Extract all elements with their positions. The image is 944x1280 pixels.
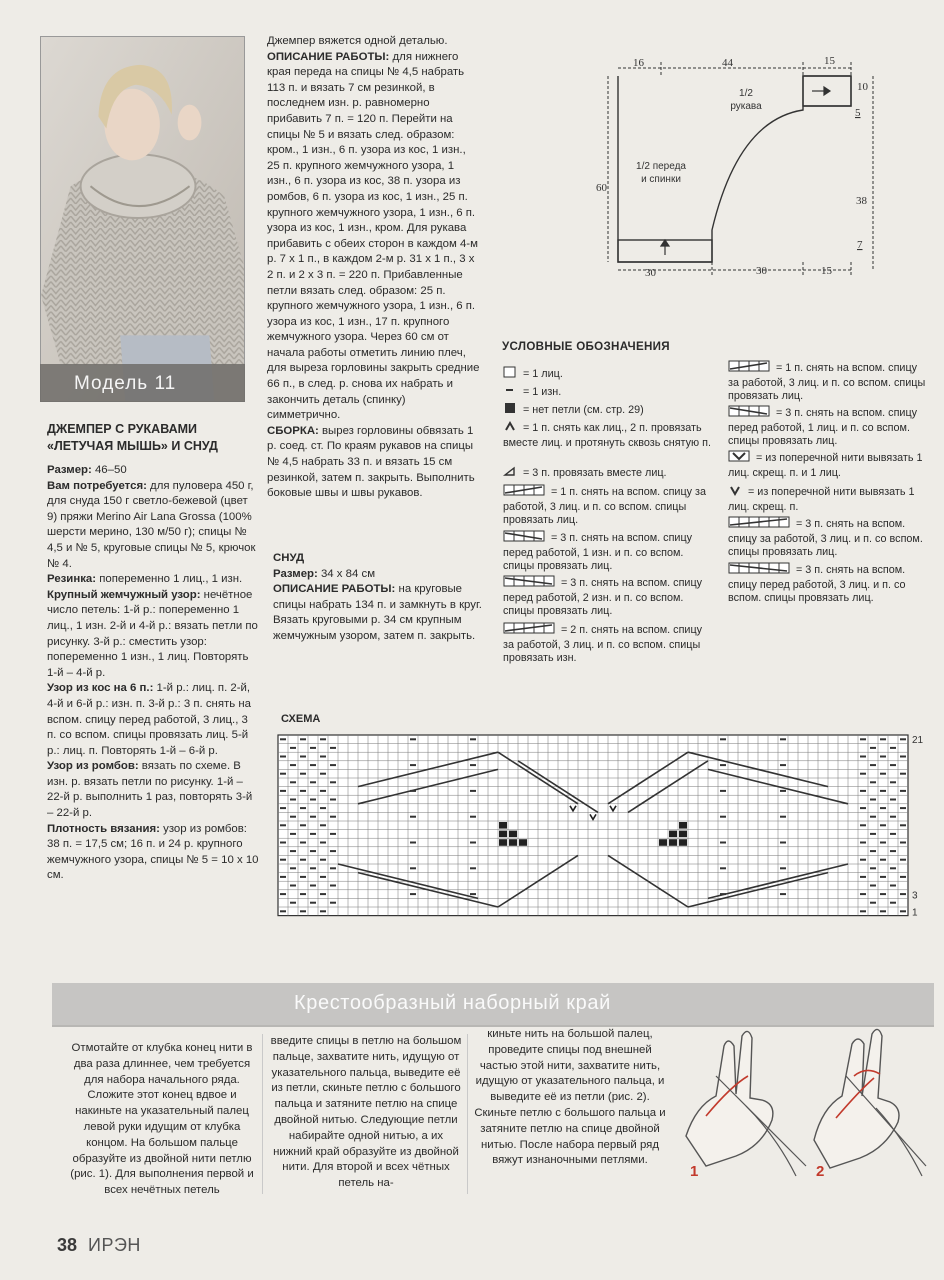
legend-item-left [503,575,711,619]
legend-text: = 2 п. снять на вспом. спицу за работой, 3 лиц. и п. со вспом. спицы провязать изн. [503,624,703,665]
legend-item-left [503,420,711,450]
chart-label: СХЕМА [281,713,321,725]
col2b-paragraph [273,582,483,644]
paragraph-label: Размер: [273,567,318,580]
dim-10: 10 [857,81,868,93]
materials-column [47,463,259,884]
paragraph-text: 34 х 84 см [317,567,376,580]
model-label: Модель 11 [40,364,245,402]
legend-text: = 1 лиц. [523,368,563,381]
cast-on-text-3: киньте нить на большой палец, проведите спицы под внешней частью этой нити, захватите нить, идущую от указательного пальца, и выведите её из петли (рис. 2). Скиньте петлю с большого пальца и затяните петлю на спице двойной нитью. После набора первый ряд вяжут изнаночными петлями. [474,1028,666,1167]
label-sleeve-1: 1/2 [739,88,753,99]
dim-5: 5 [855,107,861,119]
fig-label-1: 1 [690,1163,699,1180]
legend-item-left [503,384,703,401]
col2b-paragraph [273,567,483,583]
paragraph-text: для пуловера 450 г, для снуда 150 г светло-бежевой (цвет 9) пряжи Merino Air Lana Grossa (100% шерсти мерино, 130 м/50 г); спицы № 4,5 и № 5, круговые спицы № 5, крючок № 4. [47,479,256,570]
column-divider [467,1034,468,1194]
knitting-chart [278,725,924,919]
legend-text: = 3 п. снять на вспом. спицу перед работой, 2 изн. и п. со вспом. спицы провязать лиц. [503,577,703,618]
legend-text: = 3 п. провязать вместе лиц. [523,467,667,480]
col2-paragraph [267,34,480,50]
fig-label-2: 2 [816,1163,825,1180]
model-photo [40,36,245,402]
dim-30-right: 30 [756,265,767,277]
col1-paragraph [47,463,259,479]
paragraph-label: ОПИСАНИЕ РАБОТЫ: [267,50,390,63]
col1-paragraph [47,479,259,573]
col1-paragraph [47,681,259,759]
legend-item-left [503,366,703,383]
paragraph-text: попеременно 1 лиц., 1 изн. [96,573,243,586]
chart-row-number: 3 [912,890,918,902]
legend-item-left [503,402,703,419]
col2b-paragraph: СНУД [273,552,305,564]
chart-row-number: 21 [912,735,924,746]
legend-text: = 1 п. снять на вспом. спицу за работой, 3 лиц. и п. со вспом. спицы провязать лиц. [728,362,926,403]
legend-item-right [728,516,926,560]
col1-paragraph [47,572,259,588]
col2-paragraph [267,424,480,502]
cast-on-text-2: введите спицы в петлю на большом пальце, захватите нить, идущую от указательного пальца, выведите её из петли, скиньте петлю с большого пальца и затяните петлю на спице двойной нитью. Следующие петли набирайте одной нитью, а их нижний край образуйте из двойной нити. Для второй и всех чётных петель на- [270,1035,462,1190]
paragraph-label: Узор из кос на 6 п.: [47,682,154,695]
paragraph-label: Узор из ромбов: [47,760,139,773]
dim-38: 38 [856,195,867,207]
legend-symbol-icon [503,575,555,592]
legend-item-right [728,484,926,514]
legend-item-left [503,622,711,666]
paragraph-text: на круговые спицы набрать 134 п. и замкнуть в круг. Вязать круговыми р. 34 см крупным жемчужным узором, затем п. закрыть. [273,583,482,642]
paragraph-text: Джемпер вяжется одной деталью. [267,35,448,47]
paragraph-text: 1-й р.: лиц. п. 2-й, 4-й и 6-й р.: изн. п. 3-й р.: 3 п. снять на вспом. спицу перед работой, 3 лиц., 3 п. со вспом. спицы провязать лиц. 5-й р.: лиц. п. Повторять 1-й – 6-й р. [47,682,251,757]
paragraph-text: вырез горловины обвязать 1 р. соед. ст. По краям рукавов на спицы № 4,5 набрать 33 п. и вязать 15 см резинкой, затем п. закрыть. Выполнить боковые швы и швы рукавов. [267,424,475,500]
article-title: ДЖЕМПЕР С РУКАВАМИ «ЛЕТУЧАЯ МЫШЬ» И СНУД [47,422,218,453]
legend-symbol-icon [503,420,517,437]
legend-text: = нет петли (см. стр. 29) [523,404,644,417]
paragraph-text: нечётное число петель: 1-й р.: попеременно 1 лиц., 1 изн. 2-й и 4-й р.: вязать петли по рисунку. 3-й р.: сместить узор: попеременно 1 изн., 1 лиц. Повторять 1-й – 4-й р. [47,588,258,679]
legend-symbol-icon [728,562,790,579]
dim-60: 60 [596,182,607,194]
paragraph-label: ОПИСАНИЕ РАБОТЫ: [273,583,396,596]
legend-item-left [503,484,711,528]
col1-paragraph [47,588,259,682]
legend-text: = 3 п. снять на вспом. спицу за работой, 3 лиц. и п. со вспом. спицы провязать лиц. [728,518,923,559]
legend-item-left [503,530,711,574]
legend-symbol-icon [503,366,517,383]
legend-item-right [728,405,926,449]
legend-symbol-icon [728,405,770,422]
paragraph-text: 46–50 [91,464,127,476]
legend-text: = 1 п. снять как лиц., 2 п. провязать вместе лиц. и протянуть сквозь снятую п. [503,422,711,449]
legend-item-right [728,562,926,606]
paragraph-label: Плотность вязания: [47,822,160,835]
legend-symbol-icon [503,622,555,639]
paragraph-text: узор из ромбов: 38 п. = 17,5 см; 16 п. и 24 р. крупного жемчужного узора, спицы № 5 = 10 х 10 см. [47,822,259,882]
instructions-column [267,34,480,502]
legend-symbol-icon [728,450,750,467]
paragraph-label: Вам потребуется: [47,479,147,492]
column-divider [262,1034,263,1194]
cast-on-text-1: Отмотайте от клубка конец нити в два раза длиннее, чем требуется для набора начального ряда. Сложите этот конец вдвое и накиньте на указательный палец левой руки идущим от клубка концом. На большом пальце образуйте из двойной нити петлю (рис. 1). Для выполнения первой и всех нечётных петель [70,1042,254,1197]
chart-row-number: 1 [912,907,918,919]
legend-item-left [503,465,703,482]
legend-title: УСЛОВНЫЕ ОБОЗНАЧЕНИЯ [502,340,670,353]
dim-15-bottom: 15 [821,265,832,277]
page-number: 38 [57,1235,78,1255]
legend-symbol-icon [728,516,790,533]
legend-item-right [728,360,926,404]
legend-symbol-icon [503,465,517,482]
legend-text: = 1 изн. [523,386,562,399]
col2-paragraph [267,50,480,424]
dim-16: 16 [633,57,644,69]
hands-illustration [676,1016,934,1186]
section-band: Крестообразный наборный край [52,983,934,1025]
paragraph-label: Резинка: [47,573,97,586]
dim-44: 44 [722,57,733,69]
paragraph-label: Крупный жемчужный узор: [47,588,201,601]
legend-text: = из поперечной нити вывязать 1 лиц. скрещ. п. [728,486,915,513]
legend-text: = 3 п. снять на вспом. спицу перед работой, 3 лиц. и п. со вспом. спицы провязать лиц. [728,564,906,605]
dim-7: 7 [857,239,863,251]
legend-text: = из поперечной нити вывязать 1 лиц. скрещ. п. и 1 лиц. [728,452,923,479]
legend-symbol-icon [503,402,517,419]
magazine-name: ИРЭН [88,1235,141,1255]
legend-symbol-icon [503,384,517,401]
pattern-schematic [588,50,888,290]
legend-symbol-icon [503,530,545,547]
col1-paragraph [47,759,259,821]
label-front-1: 1/2 переда [636,161,686,172]
paragraph-text: вязать по схеме. В изн. р. вязать петли по рисунку. 1-й – 22-й р. выполнить 1 раз, повторять 3-й – 22-й р. [47,760,253,820]
legend-text: = 3 п. снять на вспом. спицу перед работой, 1 изн. и п. со вспом. спицы провязать лиц. [503,532,693,573]
legend-symbol-icon [728,484,742,501]
legend-symbol-icon [503,484,545,501]
label-sleeve-2: рукава [730,101,762,112]
dim-30-left: 30 [645,267,656,279]
label-front-2: и спинки [641,174,681,185]
col1-paragraph [47,822,259,884]
legend-item-right [728,450,926,480]
snood-column [273,551,483,645]
legend-text: = 1 п. снять на вспом. спицу за работой, 3 лиц. и п. со вспом. спицы провязать лиц. [503,486,706,527]
paragraph-label: СБОРКА: [267,424,319,437]
legend-symbol-icon [728,360,770,377]
dim-15-top: 15 [824,55,835,67]
legend-text: = 3 п. снять на вспом. спицу перед работой, 1 лиц. и п. со вспом. спицы провязать лиц. [728,407,918,448]
paragraph-text: для нижнего края переда на спицы № 4,5 набрать 113 п. и вязать 7 см резинкой, в последнем изн. р. равномерно прибавить 7 п. = 120 п. Перейти на спицы № 5 и вязать след. образом: кром., 1 изн., 6 п. узора из кос, 1 изн., 25 п. крупного жемчужного узора, 1 изн., 6 п. узора из кос, 38 п. узора из ромбов, 6 п. узора из кос, 1 изн., 25 п. крупного жемчужного узора, 1 изн., 6 п. узора из кос, 1 изн., кром. Для рукава прибавить с обеих сторон в каждом 4-м р. 7 х 1 п., в каждом 2-м р. 31 х 1 п., 3 х 2 п. и 2 х 3 п. = 220 п. Прибавленные петли вязать след. образом: 25 п. крупного жемчужного узора, 1 изн., 6 п. узора из кос, 1 изн., 17 п. крупного жемчужного узора. Через 60 см от начала работы отметить линию плеч, для выреза горловины закрыть средние 66 п., в след. р. снова их набрать и закончить деталь (спинку) симметрично. [267,50,480,422]
paragraph-label: Размер: [47,464,92,476]
